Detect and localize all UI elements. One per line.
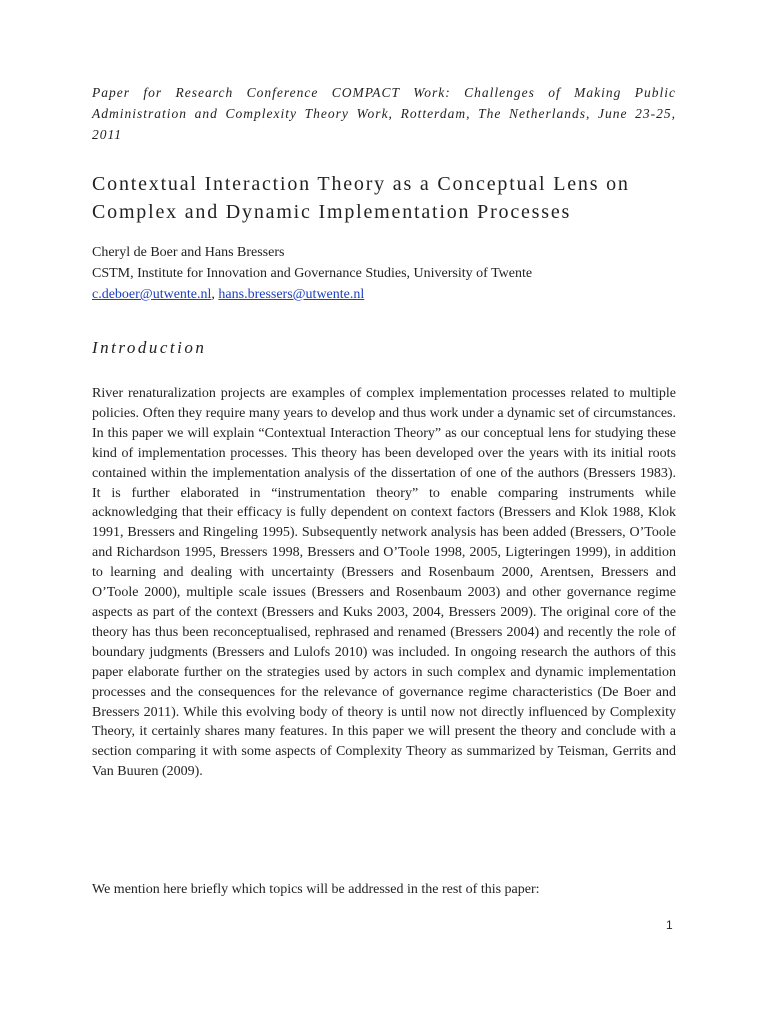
- intro-paragraph-2: We mention here briefly which topics will be addressed in the rest of this paper:: [92, 882, 540, 897]
- page-number: 1: [666, 918, 673, 932]
- section-heading-introduction: Introduction: [92, 338, 207, 357]
- author-names: Cheryl de Boer and Hans Bressers: [92, 245, 285, 260]
- email-link-bressers[interactable]: hans.bressers@utwente.nl: [218, 287, 365, 302]
- email-separator: ,: [211, 287, 219, 302]
- author-emails: [92, 284, 692, 305]
- paper-title: Contextual Interaction Theory as a Conceptual Lens on Complex and Dynamic Implementation Processes: [92, 173, 630, 223]
- email-link-deboer[interactable]: c.deboer@utwente.nl: [92, 287, 212, 302]
- intro-paragraph-1: River renaturalization projects are examples of complex implementation processes related to multiple policies. Often they require many years to develop and thus work under a dynamic set of circumstances. In this paper we will explain “Contextual Interaction Theory” as our conceptual lens for studying these kind of implementation processes. This theory has been developed over the years with its initial roots contained within the implementation analysis of the dissertation of one of the authors (Bressers 1983). It is further elaborated in “instrumentation theory” to enable comparing instruments while acknowledging that their efficacy is fully dependent on context factors (Bressers and Klok 1988, Klok 1991, Bressers and Ringeling 1995). Subsequently network analysis has been added (Bressers, O’Toole and Richardson 1995, Bressers 1998, Bressers and O’Toole 1998, 2005, Ligteringen 1999), in addition to learning and dealing with uncertainty (Bressers and Rosenbaum 2000, Arentsen, Bressers and O’Toole 2000), multiple scale issues (Bressers and Rosenbaum 2003) and other governance regime aspects as part of the context (Bressers and Kuks 2003, 2004, Bressers 2009). The original core of the theory has thus been reconceptualised, rephrased and renamed (Bressers 2004) and recently the role of boundary judgments (Bressers and Lulofs 2010) was included. In ongoing research the authors of this paper elaborate further on the strategies used by actors in such complex and dynamic implementation processes and the consequences for the relevance of governance regime characteristics (De Boer and Bressers 2011). While this evolving body of theory is until now not directly influenced by Complexity Theory, it certainly shares many features. In this paper we will present the theory and conclude with a section comparing it with some aspects of Complexity Theory as summarized by Teisman, Gerrits and Van Buuren (2009).: [92, 386, 676, 780]
- author-block: [92, 242, 692, 305]
- author-affiliation: CSTM, Institute for Innovation and Governance Studies, University of Twente: [92, 266, 533, 281]
- conference-note: Paper for Research Conference COMPACT Work: Challenges of Making Public Administration and Complexity Theory Work, Rotterdam, The Netherlands, June 23-25, 2011: [92, 85, 676, 142]
